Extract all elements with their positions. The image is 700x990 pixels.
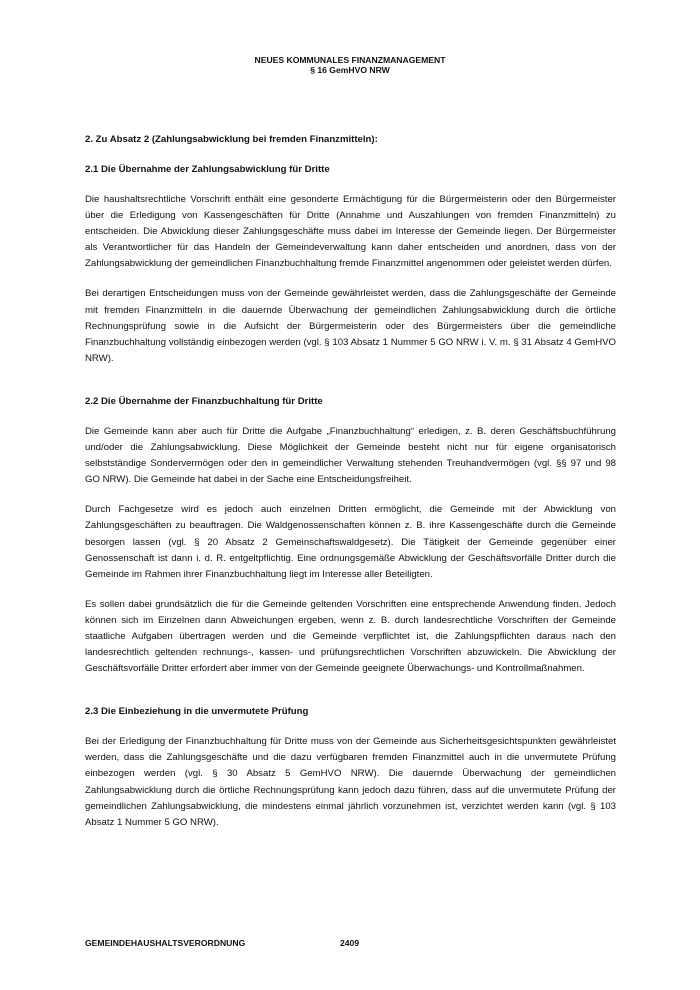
section-heading-2-2: 2.2 Die Übernahme der Finanzbuchhaltung für Dritte	[85, 395, 323, 407]
paragraph: Bei der Erledigung der Finanzbuchhaltung für Dritte muss von der Gemeinde aus Sicherheitsgesichtspunkten gewährleistet werden, dass die Zahlungsgeschäfte und die dazu verfügbaren fremden Finanzmittel auch in die unvermutete Prüfung einbezogen werden (vgl. § 30 Absatz 5 GemHVO NRW). Die dauernde Überwachung der gemeindlichen Zahlungsabwicklung durch die örtliche Rechnungsprüfung kann jedoch dazu führen, dass auf die unvermutete Prüfung der gemeindlichen Zahlungsabwicklung, die mindestens einmal jährlich vorzunehmen ist, verzichtet werden kann (vgl. § 103 Absatz 1 Nummer 5 GO NRW).	[85, 736, 616, 828]
page-header	[0, 55, 700, 75]
section-heading-2-3: 2.3 Die Einbeziehung in die unvermutete Prüfung	[85, 706, 309, 718]
paragraph: Die haushaltsrechtliche Vorschrift enthält eine gesonderte Ermächtigung für die Bürgermeisterin oder den Bürgermeister über die Erledigung von Kassengeschäften für Dritte (Annahme und Auszahlungen von fremden Finanzmitteln) zu entscheiden. Die Abwicklung dieser Zahlungsgeschäfte muss dabei im Interesse der Gemeinde liegen. Der Bürgermeister als Verantwortlicher für das Handeln der Gemeindeverwaltung kann daher entscheiden und anordnen, dass von der Zahlungsabwicklung der gemeindlichen Finanzbuchhaltung fremde Finanzmittel angenommen oder geleistet werden dürfen.	[85, 194, 616, 270]
paragraph: Es sollen dabei grundsätzlich die für die Gemeinde geltenden Vorschriften eine entsprechende Anwendung finden. Jedoch können sich im Einzelnen dann Abweichungen ergeben, wenn z. B. durch landesrechtliche Vorschriften der Gemeinde staatliche Aufgaben übertragen werden und die Gemeinde verpflichtet ist, die Zahlungspflichten daraus nach den landesrechtlich geltenden rechnungs-, kassen- und prüfungsrechtlichen Vorschriften abzuwickeln. Die Abwicklung der Geschäftsvorfälle Dritter erfordert aber immer von der Gemeinde geeignete Überwachungs- und Kontrollmaßnahmen.	[85, 598, 616, 675]
header-title: NEUES KOMMUNALES FINANZMANAGEMENT	[254, 55, 446, 65]
footer-title: GEMEINDEHAUSHALTSVERORDNUNG	[85, 938, 246, 948]
page-number: 2409	[340, 938, 360, 948]
section-heading-absatz-2: 2. Zu Absatz 2 (Zahlungsabwicklung bei fremden Finanzmitteln):	[85, 134, 378, 145]
section-heading-2-1: 2.1 Die Übernahme der Zahlungsabwicklung für Dritte	[85, 164, 330, 175]
header-subtitle: § 16 GemHVO NRW	[310, 65, 390, 75]
document-body	[85, 133, 616, 831]
paragraph: Bei derartigen Entscheidungen muss von der Gemeinde gewährleistet werden, dass die Zahlungsgeschäfte der Gemeinde mit fremden Finanzmitteln in die dauernde Überwachung der gemeindlichen Zahlungsabwicklung durch die örtliche Rechnungsprüfung sowie in die Aufsicht der Bürgermeisterin oder des Bürgermeisters über die gemeindliche Finanzbuchhaltung vollständig einbezogen werden (vgl. § 103 Absatz 1 Nummer 5 GO NRW i. V. m. § 31 Absatz 4 GemHVO NRW).	[85, 288, 616, 364]
paragraph: Die Gemeinde kann aber auch für Dritte die Aufgabe „Finanzbuchhaltung“ erledigen, z. B. deren Geschäftsbuchführung und/oder die Zahlungsabwicklung. Diese Möglichkeit der Gemeinde besteht nicht nur für eigene organisatorisch selbstständige Sondervermögen oder den in gemeindlicher Verwaltung stehenden Treuhandvermögen (vgl. §§ 97 und 98 GO NRW). Die Gemeinde hat dabei in der Sache eine Entscheidungsfreiheit.	[85, 425, 616, 486]
paragraph: Durch Fachgesetze wird es jedoch auch einzelnen Dritten ermöglicht, die Gemeinde mit der Abwicklung von Zahlungsgeschäften zu beauftragen. Die Waldgenossenschaften können z. B. ihre Kassengeschäfte durch die Gemeinde besorgen lassen (vgl. § 20 Absatz 2 Gemeinschaftswaldgesetz). Die Tätigkeit der Gemeinde gegenüber einer Genossenschaft ist dann i. d. R. entgeltpflichtig. Eine ordnungsgemäße Abwicklung der Geschäftsvorfälle Dritter durch die Gemeinde im Rahmen ihrer Finanzbuchhaltung liegt im Interesse aller Beteiligten.	[85, 504, 616, 580]
